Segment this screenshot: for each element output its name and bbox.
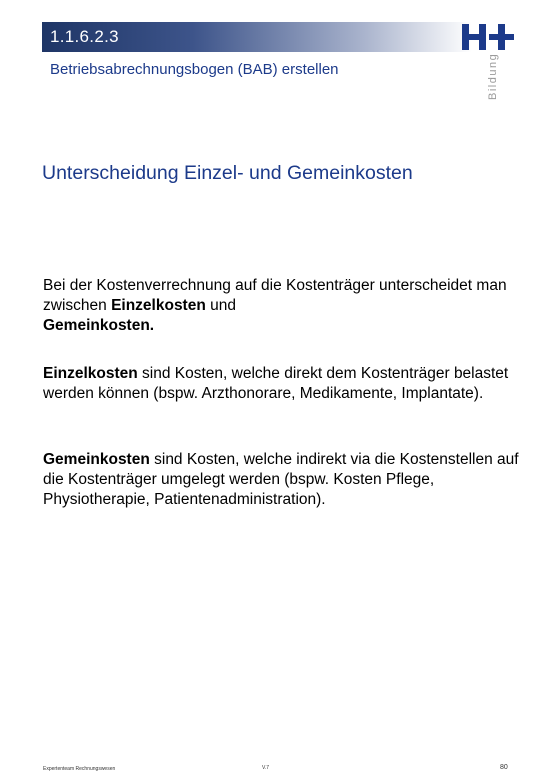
paragraph-3 xyxy=(43,450,523,510)
footer-author: Expertenteam Rechnungswesen xyxy=(43,766,116,772)
paragraph-3-text: sind Kosten, welche indirekt via die Kostenstellen auf die Kostenträger umgelegt werden (bspw. Kosten Pflege, Physiotherapie, Patientenadministration). xyxy=(43,451,519,508)
section-subtitle: Betriebsabrechnungsbogen (BAB) erstellen xyxy=(50,61,339,78)
paragraph-1-part-3: und xyxy=(205,297,236,314)
paragraph-1-part-1: Bei der Kostenverrechnung auf die Kostenträger unterscheidet man zwischen xyxy=(43,277,507,314)
paragraph-1-term-einzelkosten: Einzelkosten xyxy=(111,297,206,314)
page-number: 80 xyxy=(500,764,508,771)
paragraph-3-term: Gemeinkosten xyxy=(43,451,150,468)
paragraph-2 xyxy=(43,364,523,404)
footer-version: V.7 xyxy=(262,765,270,771)
paragraph-1 xyxy=(43,276,523,336)
paragraph-1-term-gemeinkosten: Gemeinkosten. xyxy=(43,317,155,334)
logo-text: H+ xyxy=(460,20,462,21)
paragraph-2-term: Einzelkosten xyxy=(43,365,138,382)
section-number: 1.1.6.2.3 xyxy=(50,27,119,46)
paragraph-2-text: sind Kosten, welche direkt dem Kostenträger belastet werden können (bspw. Arzthonorare, Medikamente, Implantate). xyxy=(43,365,509,402)
page-heading: Unterscheidung Einzel- und Gemeinkosten xyxy=(42,162,413,184)
logo-subtext: Bildung xyxy=(487,52,499,100)
